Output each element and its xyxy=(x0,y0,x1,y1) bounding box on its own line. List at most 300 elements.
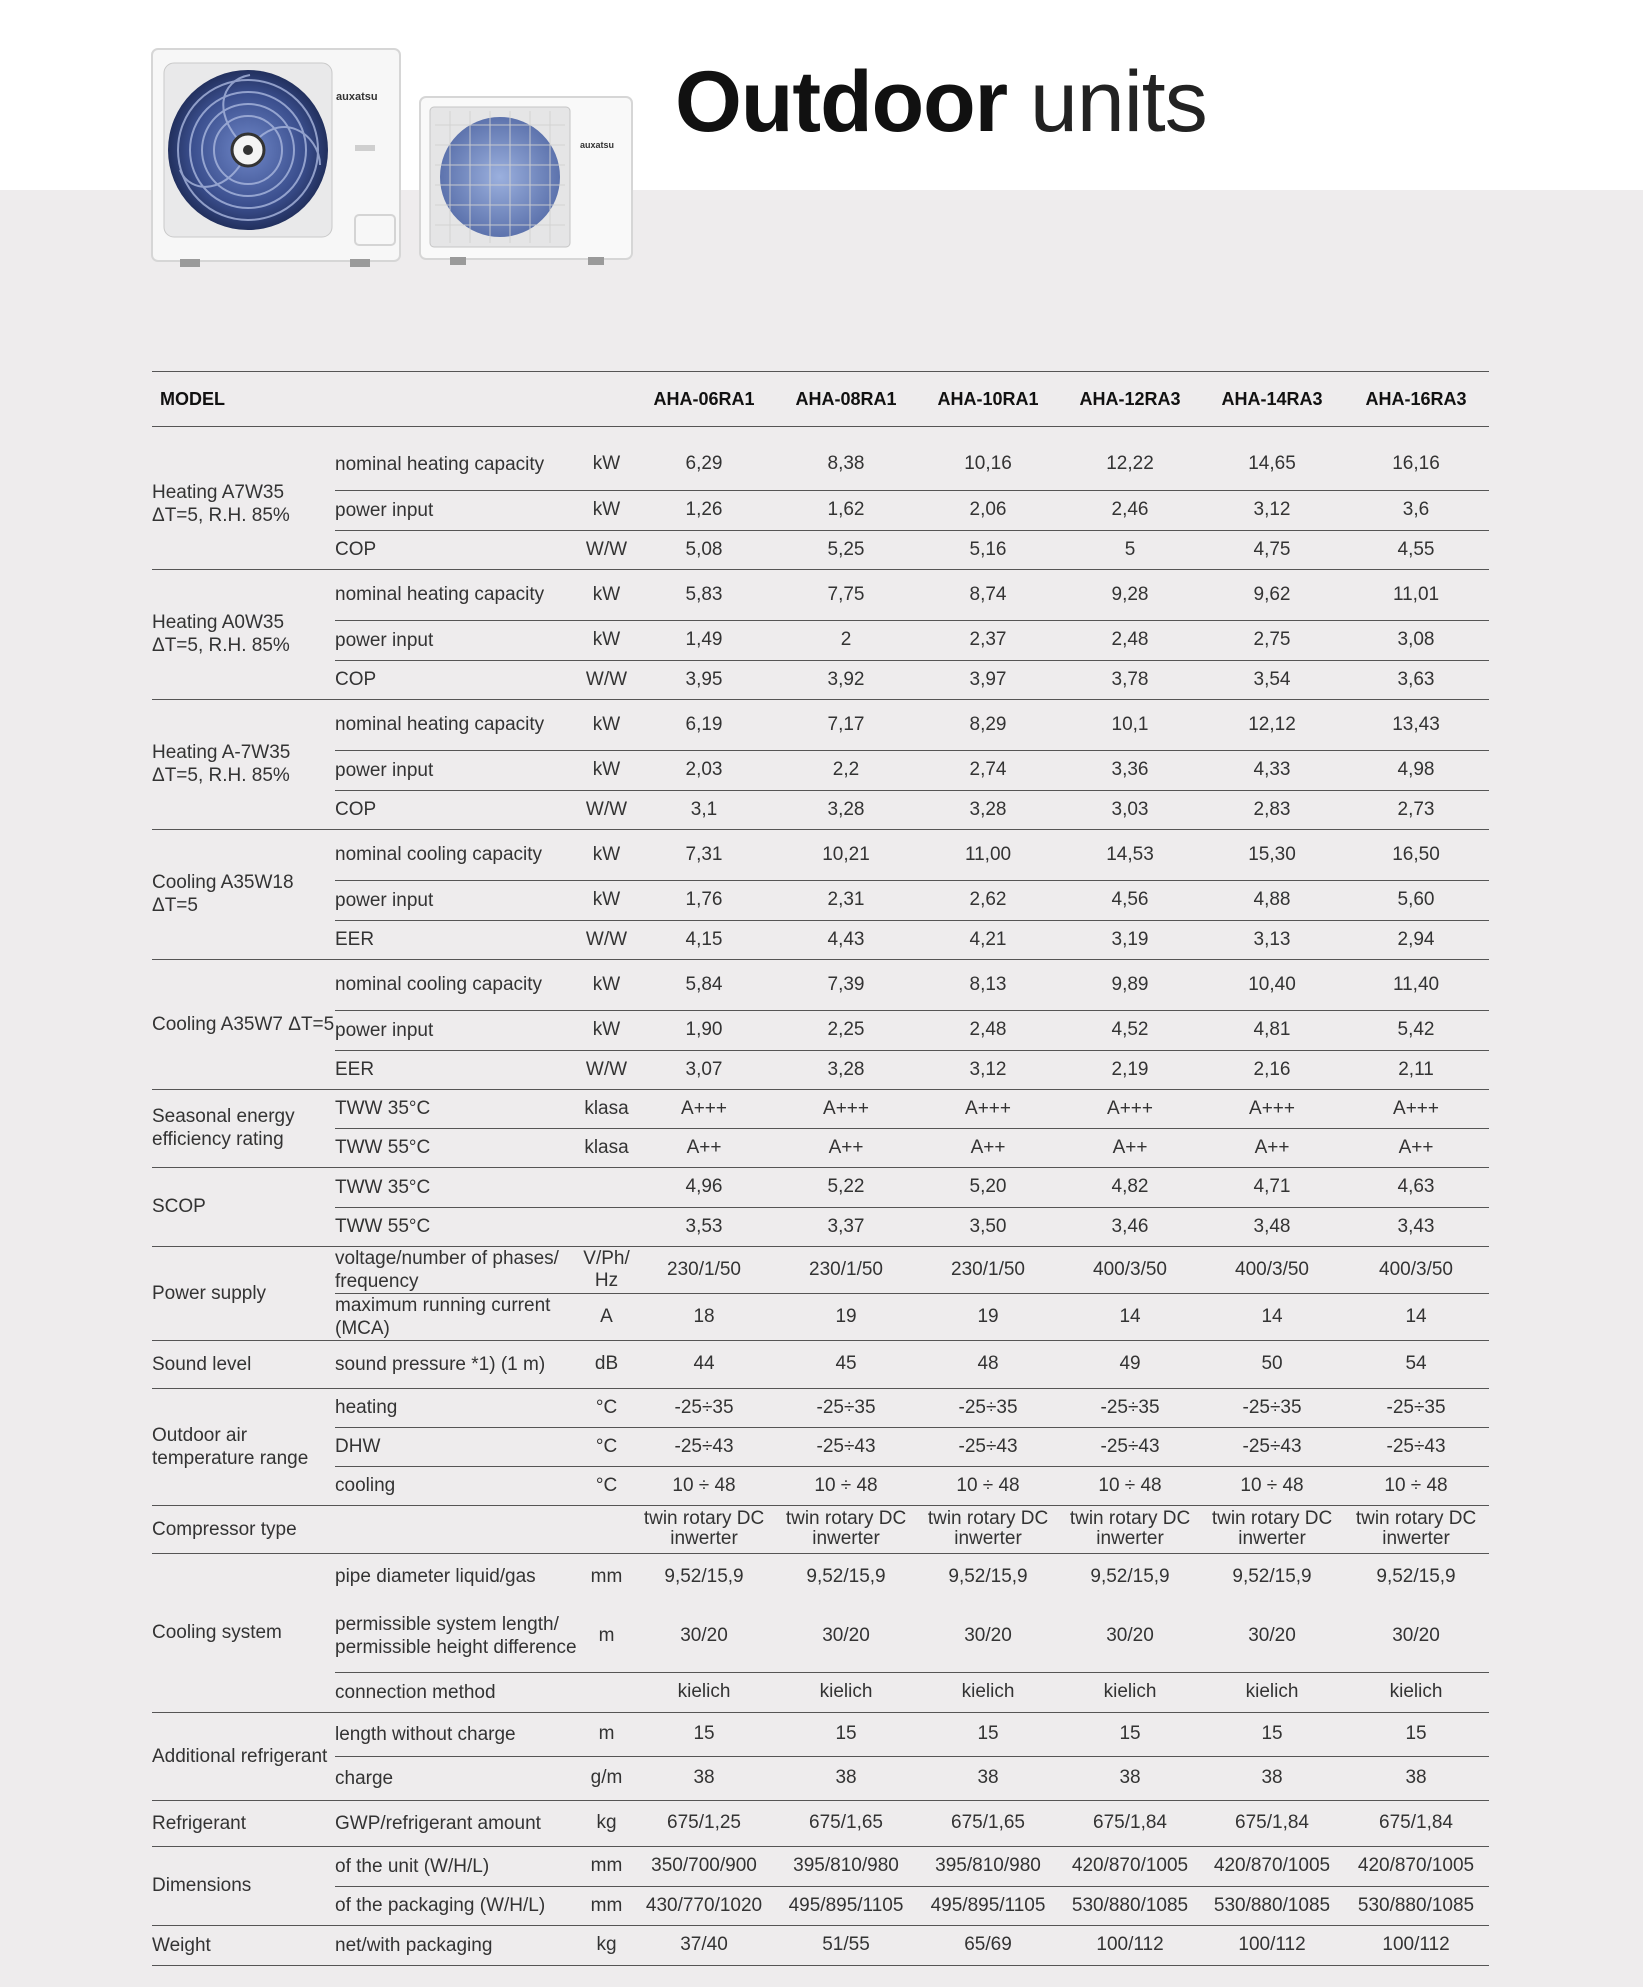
unit-label: °C xyxy=(580,1388,633,1427)
value-cell: 2,31 xyxy=(775,880,917,920)
value-cell: 2,19 xyxy=(1059,1050,1201,1089)
page-title-bold: Outdoor xyxy=(675,54,1008,150)
unit-label: kW xyxy=(580,490,633,530)
value-cell: 400/3/50 xyxy=(1343,1246,1489,1293)
value-cell: 4,88 xyxy=(1201,880,1343,920)
param-label: net/with packaging xyxy=(335,1925,580,1965)
value-cell: -25÷43 xyxy=(1059,1427,1201,1466)
table-row xyxy=(152,1505,1489,1553)
value-cell: 10,1 xyxy=(1059,699,1201,750)
value-cell: 2 xyxy=(775,620,917,660)
unit-label: kW xyxy=(580,880,633,920)
value-cell: A+++ xyxy=(775,1089,917,1128)
model-name: AHA-14RA3 xyxy=(1201,372,1343,427)
value-cell: 11,40 xyxy=(1343,959,1489,1010)
param-label: nominal heating capacity xyxy=(335,569,580,620)
value-cell: A++ xyxy=(917,1128,1059,1167)
value-cell: 44 xyxy=(633,1340,775,1388)
unit-label: kW xyxy=(580,1010,633,1050)
value-cell: 530/880/1085 xyxy=(1343,1886,1489,1925)
unit-label: kW xyxy=(580,829,633,880)
value-cell: 12,12 xyxy=(1201,699,1343,750)
param-label: power input xyxy=(335,490,580,530)
value-cell: 3,28 xyxy=(917,790,1059,829)
unit-label: dB xyxy=(580,1340,633,1388)
value-cell: 14 xyxy=(1201,1293,1343,1340)
value-cell: 420/870/1005 xyxy=(1201,1846,1343,1886)
spacer-row xyxy=(152,427,1489,440)
value-cell: 38 xyxy=(1201,1756,1343,1800)
table-row xyxy=(152,1128,1489,1167)
value-cell: 15,30 xyxy=(1201,829,1343,880)
value-cell: 3,28 xyxy=(775,790,917,829)
value-cell: 7,17 xyxy=(775,699,917,750)
value-cell: 30/20 xyxy=(633,1600,775,1672)
value-cell: 400/3/50 xyxy=(1201,1246,1343,1293)
value-cell: 2,25 xyxy=(775,1010,917,1050)
table-row xyxy=(152,1293,1489,1340)
unit-label: °C xyxy=(580,1466,633,1505)
value-cell: 15 xyxy=(1059,1712,1201,1756)
unit-label: kW xyxy=(580,620,633,660)
value-cell: kielich xyxy=(1343,1672,1489,1712)
group-label: Power supply xyxy=(152,1246,335,1340)
param-label: heating xyxy=(335,1388,580,1427)
value-cell: 16,16 xyxy=(1343,439,1489,490)
value-cell: 230/1/50 xyxy=(633,1246,775,1293)
value-cell: twin rotary DC inwerter xyxy=(633,1505,775,1553)
value-cell: 10 ÷ 48 xyxy=(917,1466,1059,1505)
value-cell: 9,52/15,9 xyxy=(1376,1565,1456,1587)
value-cell: 230/1/50 xyxy=(917,1246,1059,1293)
value-cell: 48 xyxy=(917,1340,1059,1388)
unit-label: kg xyxy=(580,1800,633,1846)
value-cell: 30/20 xyxy=(1059,1600,1201,1672)
value-cell: 5,42 xyxy=(1343,1010,1489,1050)
unit-label: °C xyxy=(580,1427,633,1466)
value-cell: 2,2 xyxy=(775,750,917,790)
table-row xyxy=(152,1089,1489,1128)
value-cell: 4,98 xyxy=(1343,750,1489,790)
group-label: Cooling A35W18 ΔT=5 xyxy=(152,829,335,959)
value-cell: 2,16 xyxy=(1201,1050,1343,1089)
group-label: Sound level xyxy=(152,1340,335,1388)
value-cell: -25÷35 xyxy=(917,1388,1059,1427)
value-cell: 30/20 xyxy=(917,1600,1059,1672)
value-cell: 45 xyxy=(775,1340,917,1388)
value-cell: 4,96 xyxy=(633,1167,775,1207)
value-cell: 13,43 xyxy=(1343,699,1489,750)
value-cell: 3,43 xyxy=(1343,1207,1489,1246)
value-cell: 10,21 xyxy=(775,829,917,880)
value-cell: -25÷43 xyxy=(1343,1427,1489,1466)
table-row xyxy=(152,439,1489,490)
value-cell: 4,15 xyxy=(633,920,775,959)
param-label: COP xyxy=(335,530,580,569)
param-label: sound pressure *1) (1 m) xyxy=(335,1340,580,1388)
model-name: AHA-16RA3 xyxy=(1343,372,1489,427)
value-cell: twin rotary DC inwerter xyxy=(1059,1505,1201,1553)
value-cell: 8,29 xyxy=(917,699,1059,750)
value-cell: 395/810/980 xyxy=(775,1846,917,1886)
value-cell: 100/112 xyxy=(1343,1925,1489,1965)
param-label: length without charge xyxy=(335,1712,580,1756)
param-label: DHW xyxy=(335,1427,580,1466)
unit-label: kW xyxy=(580,699,633,750)
value-cell: 10 ÷ 48 xyxy=(633,1466,775,1505)
group-label: Outdoor air temperature range xyxy=(152,1388,335,1505)
value-cell: 3,53 xyxy=(633,1207,775,1246)
value-cell: 1,26 xyxy=(633,490,775,530)
param-label: power input xyxy=(335,1010,580,1050)
value-cell: A++ xyxy=(775,1128,917,1167)
value-cell: 6,19 xyxy=(633,699,775,750)
value-cell: 395/810/980 xyxy=(917,1846,1059,1886)
value-cell: A+++ xyxy=(1059,1089,1201,1128)
group-label: Cooling system xyxy=(152,1553,335,1712)
value-cell: 7,39 xyxy=(775,959,917,1010)
value-cell: 1,49 xyxy=(633,620,775,660)
value-cell: 3,54 xyxy=(1201,660,1343,699)
value-cell: 675/1,25 xyxy=(633,1800,775,1846)
value-cell: 3,97 xyxy=(917,660,1059,699)
param-label: EER xyxy=(335,1050,580,1089)
value-cell: 100/112 xyxy=(1059,1925,1201,1965)
value-cell: 4,81 xyxy=(1201,1010,1343,1050)
value-cell: 3,48 xyxy=(1201,1207,1343,1246)
value-cell: 420/870/1005 xyxy=(1059,1846,1201,1886)
table-row xyxy=(152,1800,1489,1846)
value-cell: 10,40 xyxy=(1201,959,1343,1010)
value-cell: -25÷35 xyxy=(633,1388,775,1427)
value-cell: 5,20 xyxy=(917,1167,1059,1207)
value-cell: 14,53 xyxy=(1059,829,1201,880)
value-cell: 9,52/15,9 xyxy=(948,1565,1028,1587)
unit-label: kW xyxy=(580,569,633,620)
param-label: power input xyxy=(335,880,580,920)
unit-label xyxy=(580,1207,633,1246)
param-label: of the unit (W/H/L) xyxy=(335,1846,580,1886)
value-cell: 430/770/1020 xyxy=(633,1886,775,1925)
value-cell: 1,62 xyxy=(775,490,917,530)
value-cell: 5,16 xyxy=(917,530,1059,569)
unit-label: kW xyxy=(580,439,633,490)
unit-label: W/W xyxy=(580,660,633,699)
value-cell: 495/895/1105 xyxy=(775,1886,917,1925)
value-cell: kielich xyxy=(1059,1672,1201,1712)
unit-label: mm xyxy=(590,1565,623,1587)
value-cell: 9,89 xyxy=(1059,959,1201,1010)
value-cell: 530/880/1085 xyxy=(1201,1886,1343,1925)
value-cell: twin rotary DC inwerter xyxy=(1343,1505,1489,1553)
value-cell: 8,74 xyxy=(917,569,1059,620)
value-cell: 2,75 xyxy=(1201,620,1343,660)
table-row xyxy=(152,490,1489,530)
value-cell: 5 xyxy=(1059,530,1201,569)
table-row xyxy=(152,1246,1489,1293)
unit-label: mm xyxy=(580,1886,633,1925)
value-cell: 9,52/15,9 xyxy=(664,1565,744,1587)
value-cell: 4,63 xyxy=(1343,1167,1489,1207)
unit-label: W/W xyxy=(580,530,633,569)
value-cell: 2,03 xyxy=(633,750,775,790)
value-cell: 2,83 xyxy=(1201,790,1343,829)
unit-label: kW xyxy=(580,750,633,790)
value-cell: 1,90 xyxy=(633,1010,775,1050)
value-cell: A++ xyxy=(1343,1128,1489,1167)
value-cell: A++ xyxy=(1201,1128,1343,1167)
unit-label xyxy=(580,1167,633,1207)
value-cell: 5,08 xyxy=(633,530,775,569)
table-row xyxy=(152,1167,1489,1207)
value-cell: -25÷35 xyxy=(1059,1388,1201,1427)
param-label: power input xyxy=(335,750,580,790)
model-name: AHA-08RA1 xyxy=(775,372,917,427)
value-cell: 6,29 xyxy=(633,439,775,490)
value-cell: 10 ÷ 48 xyxy=(1343,1466,1489,1505)
value-cell: 11,01 xyxy=(1343,569,1489,620)
table-row xyxy=(152,530,1489,569)
group-label: Heating A-7W35 ΔT=5, R.H. 85% xyxy=(152,699,335,829)
value-cell: 10 ÷ 48 xyxy=(1201,1466,1343,1505)
group-label: Seasonal energy efficiency rating xyxy=(152,1089,335,1167)
value-cell: 4,52 xyxy=(1059,1010,1201,1050)
unit-label: W/W xyxy=(580,790,633,829)
value-cell: 495/895/1105 xyxy=(917,1886,1059,1925)
page-title xyxy=(675,52,1207,152)
table-row xyxy=(152,1756,1489,1800)
value-cell: 10,16 xyxy=(917,439,1059,490)
value-cell: -25÷43 xyxy=(633,1427,775,1466)
unit-label: mm xyxy=(580,1846,633,1886)
value-cell: 3,28 xyxy=(775,1050,917,1089)
group-label: Cooling A35W7 ΔT=5 xyxy=(152,959,335,1089)
value-cell: 14 xyxy=(1343,1293,1489,1340)
value-cell: 675/1,84 xyxy=(1059,1800,1201,1846)
value-cell: 15 xyxy=(1201,1712,1343,1756)
value-cell: 12,22 xyxy=(1059,439,1201,490)
value-cell: 100/112 xyxy=(1201,1925,1343,1965)
table-row xyxy=(152,920,1489,959)
value-cell: 11,00 xyxy=(917,829,1059,880)
model-header: MODEL xyxy=(152,372,633,427)
value-cell: 4,71 xyxy=(1201,1167,1343,1207)
value-cell: 3,13 xyxy=(1201,920,1343,959)
param-label: pipe diameter liquid/gas xyxy=(335,1566,536,1588)
param-label: maximum running current (MCA) xyxy=(335,1293,580,1340)
table-row xyxy=(152,959,1489,1010)
param-label: cooling xyxy=(335,1466,580,1505)
value-cell: 420/870/1005 xyxy=(1343,1846,1489,1886)
param-label: voltage/number of phases/ frequency xyxy=(335,1246,580,1293)
model-name: AHA-06RA1 xyxy=(633,372,775,427)
value-cell: 15 xyxy=(775,1712,917,1756)
value-cell: A++ xyxy=(1059,1128,1201,1167)
model-name: AHA-10RA1 xyxy=(917,372,1059,427)
value-cell: 2,46 xyxy=(1059,490,1201,530)
value-cell: 5,84 xyxy=(633,959,775,1010)
value-cell: 3,78 xyxy=(1059,660,1201,699)
value-cell: 15 xyxy=(917,1712,1059,1756)
table-row xyxy=(152,1600,1489,1672)
model-name: AHA-12RA3 xyxy=(1059,372,1201,427)
value-cell: 49 xyxy=(1059,1340,1201,1388)
value-cell: 65/69 xyxy=(917,1925,1059,1965)
param-label: TWW 35°C xyxy=(335,1089,580,1128)
value-cell: 38 xyxy=(1059,1756,1201,1800)
unit-label: klasa xyxy=(580,1128,633,1167)
value-cell: 3,1 xyxy=(633,790,775,829)
unit-label: V/Ph/ Hz xyxy=(580,1246,633,1293)
group-label: Compressor type xyxy=(152,1505,335,1553)
value-cell: 50 xyxy=(1201,1340,1343,1388)
value-cell: 3,12 xyxy=(917,1050,1059,1089)
value-cell: 38 xyxy=(775,1756,917,1800)
value-cell: 675/1,84 xyxy=(1343,1800,1489,1846)
value-cell: 3,46 xyxy=(1059,1207,1201,1246)
unit-label: kW xyxy=(580,959,633,1010)
value-cell: 675/1,65 xyxy=(917,1800,1059,1846)
value-cell: 2,11 xyxy=(1343,1050,1489,1089)
value-cell: 10 ÷ 48 xyxy=(1059,1466,1201,1505)
table-row xyxy=(152,1846,1489,1886)
table-header-row xyxy=(152,372,1489,427)
table-row xyxy=(152,1925,1489,1965)
value-cell: 9,52/15,9 xyxy=(1090,1565,1170,1587)
param-label: TWW 35°C xyxy=(335,1167,580,1207)
table-row xyxy=(152,660,1489,699)
value-cell: 4,56 xyxy=(1059,880,1201,920)
value-cell: kielich xyxy=(917,1672,1059,1712)
value-cell: 7,75 xyxy=(775,569,917,620)
value-cell: 4,55 xyxy=(1343,530,1489,569)
value-cell: 675/1,65 xyxy=(775,1800,917,1846)
spec-table xyxy=(152,371,1489,1966)
value-cell: 2,06 xyxy=(917,490,1059,530)
param-label: TWW 55°C xyxy=(335,1207,580,1246)
value-cell: -25÷43 xyxy=(775,1427,917,1466)
param-label: charge xyxy=(335,1756,580,1800)
table-row xyxy=(152,569,1489,620)
table-row xyxy=(152,1466,1489,1505)
value-cell: 3,92 xyxy=(775,660,917,699)
param-label: power input xyxy=(335,620,580,660)
value-cell: 30/20 xyxy=(1343,1600,1489,1672)
table-row xyxy=(152,1207,1489,1246)
value-cell: 2,62 xyxy=(917,880,1059,920)
value-cell: 400/3/50 xyxy=(1059,1246,1201,1293)
value-cell: 7,31 xyxy=(633,829,775,880)
value-cell: 15 xyxy=(1343,1712,1489,1756)
unit-label: kg xyxy=(580,1925,633,1965)
group-label: Heating A0W35 ΔT=5, R.H. 85% xyxy=(152,569,335,699)
value-cell: 18 xyxy=(633,1293,775,1340)
table-row xyxy=(152,1388,1489,1427)
unit-label: m xyxy=(580,1600,633,1672)
value-cell: 14 xyxy=(1059,1293,1201,1340)
group-label: Additional refrigerant xyxy=(152,1712,335,1800)
value-cell: 5,60 xyxy=(1343,880,1489,920)
svg-text:auxatsu: auxatsu xyxy=(580,140,615,150)
table-row xyxy=(152,1712,1489,1756)
value-cell: 38 xyxy=(633,1756,775,1800)
value-cell: 3,12 xyxy=(1201,490,1343,530)
table-row xyxy=(152,1553,1489,1600)
value-cell: 19 xyxy=(917,1293,1059,1340)
value-cell: twin rotary DC inwerter xyxy=(917,1505,1059,1553)
value-cell: 3,19 xyxy=(1059,920,1201,959)
value-cell: 5,22 xyxy=(775,1167,917,1207)
value-cell: 54 xyxy=(1343,1340,1489,1388)
param-label: EER xyxy=(335,920,580,959)
table-row xyxy=(152,1010,1489,1050)
value-cell: 230/1/50 xyxy=(775,1246,917,1293)
value-cell: 19 xyxy=(775,1293,917,1340)
value-cell: 9,28 xyxy=(1059,569,1201,620)
param-label: nominal cooling capacity xyxy=(335,959,580,1010)
value-cell: 38 xyxy=(917,1756,1059,1800)
unit-label: klasa xyxy=(580,1089,633,1128)
value-cell: 30/20 xyxy=(775,1600,917,1672)
param-label: connection method xyxy=(335,1672,580,1712)
value-cell: 1,76 xyxy=(633,880,775,920)
value-cell: 9,62 xyxy=(1201,569,1343,620)
value-cell: 3,36 xyxy=(1059,750,1201,790)
spec-table-body xyxy=(152,427,1489,1966)
value-cell: 2,37 xyxy=(917,620,1059,660)
value-cell: 3,03 xyxy=(1059,790,1201,829)
group-label: Dimensions xyxy=(152,1846,335,1925)
table-row xyxy=(152,1340,1489,1388)
value-cell: 2,48 xyxy=(917,1010,1059,1050)
value-cell: -25÷35 xyxy=(1343,1388,1489,1427)
value-cell: 38 xyxy=(1343,1756,1489,1800)
value-cell: 3,07 xyxy=(633,1050,775,1089)
param-label: COP xyxy=(335,790,580,829)
value-cell: -25÷35 xyxy=(1201,1388,1343,1427)
value-cell: 2,74 xyxy=(917,750,1059,790)
value-cell: 10 ÷ 48 xyxy=(775,1466,917,1505)
value-cell: -25÷43 xyxy=(1201,1427,1343,1466)
value-cell: -25÷43 xyxy=(917,1427,1059,1466)
value-cell: 350/700/900 xyxy=(633,1846,775,1886)
value-cell: 16,50 xyxy=(1343,829,1489,880)
value-cell: 51/55 xyxy=(775,1925,917,1965)
value-cell: 9,52/15,9 xyxy=(1232,1565,1312,1587)
value-cell: 4,43 xyxy=(775,920,917,959)
table-row xyxy=(152,1427,1489,1466)
table-row xyxy=(152,1050,1489,1089)
value-cell: A+++ xyxy=(1343,1089,1489,1128)
param-label: COP xyxy=(335,660,580,699)
value-cell: 15 xyxy=(633,1712,775,1756)
table-row xyxy=(152,750,1489,790)
value-cell: 5,25 xyxy=(775,530,917,569)
unit-label: g/m xyxy=(580,1756,633,1800)
value-cell: 8,38 xyxy=(775,439,917,490)
group-label: Refrigerant xyxy=(152,1800,335,1846)
unit-label: m xyxy=(580,1712,633,1756)
value-cell: A+++ xyxy=(633,1089,775,1128)
value-cell: 9,52/15,9 xyxy=(806,1565,886,1587)
group-label: Heating A7W35 ΔT=5, R.H. 85% xyxy=(152,439,335,569)
param-label: permissible system length/ permissible height difference xyxy=(335,1600,580,1672)
table-row xyxy=(152,620,1489,660)
param-label xyxy=(335,1505,580,1553)
table-row xyxy=(152,1886,1489,1925)
unit-label: A xyxy=(580,1293,633,1340)
value-cell: 14,65 xyxy=(1201,439,1343,490)
